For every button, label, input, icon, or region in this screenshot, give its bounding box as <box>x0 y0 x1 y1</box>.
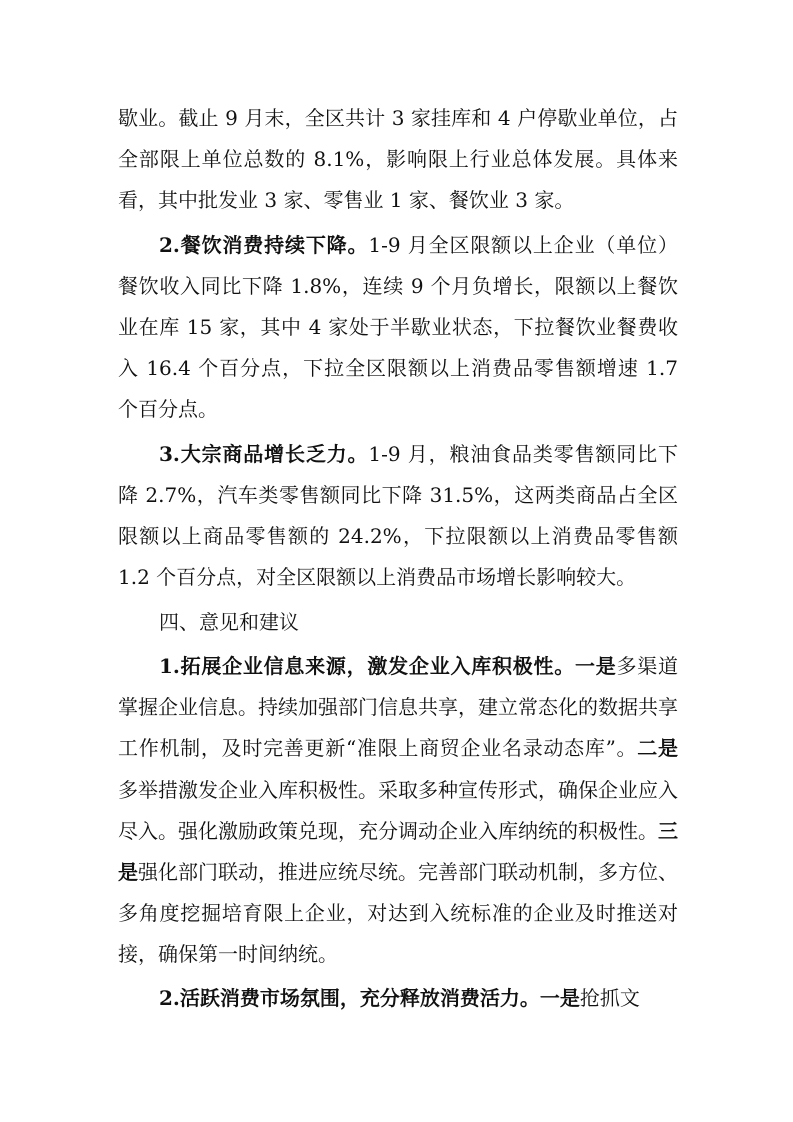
bold-text-run: 3.大宗商品增长乏力。 <box>159 441 369 466</box>
section-heading <box>118 602 678 643</box>
text-run: 四、意见和建议 <box>159 609 299 634</box>
document-page <box>118 98 678 1023</box>
text-run: 1-9 月全区限额以上企业（单位）餐饮收入同比下降 1.8%，连续 9 个月负增长，限额以上餐饮业在库 15 家，其中 4 家处于半歇业状态，下拉餐饮业餐费收入 16.4 个百分点，下拉全区限额以上消费品零售额增速 1.7 个百分点。 <box>118 232 678 422</box>
bold-text-run: 一是 <box>574 654 617 679</box>
bold-text-run: 1.拓展企业信息来源，激发企业入库积极性。 <box>159 654 575 679</box>
body-paragraph <box>118 978 678 1019</box>
bold-text-run: 二是 <box>637 736 679 761</box>
text-run: 1-9 月，粮油食品类零售额同比下降 2.7%，汽车类零售额同比下降 31.5%，这两类商品占全区限额以上商品零售额的 24.2%，下拉限额以上消费品零售额 1.2 个百分点，对全区限额以上消费品市场增长影响较大。 <box>118 441 678 590</box>
bold-text-run: 三是 <box>118 818 678 884</box>
text-run: 歇业。截止 9 月末，全区共计 3 家挂库和 4 户停歇业单位，占全部限上单位总数的 8.1%，影响限上行业总体发展。具体来看，其中批发业 3 家、零售业 1 家、餐饮业 3 家。 <box>118 106 678 213</box>
body-paragraph <box>118 98 678 221</box>
bold-text-run: 2.餐饮消费持续下降。 <box>159 232 369 257</box>
body-paragraph <box>118 434 678 598</box>
body-paragraph <box>118 646 678 975</box>
text-run: 强化部门联动，推进应统尽统。完善部门联动机制，多方位、多角度挖掘培育限上企业，对达到入统标准的企业及时推送对接，确保第一时间纳统。 <box>118 859 678 966</box>
text-run: 多举措激发企业入库积极性。采取多种宣传形式，确保企业应入尽入。强化激励政策兑现，充分调动企业入库纳统的积极性。 <box>118 777 678 843</box>
bold-text-run: 2.活跃消费市场氛围，充分释放消费活力。 <box>159 986 540 1011</box>
body-paragraph <box>118 225 678 430</box>
text-run: 多渠道掌握企业信息。持续加强部门信息共享，建立常态化的数据共享工作机制，及时完善更新“准限上商贸企业名录动态库”。 <box>118 654 679 761</box>
text-run: 抢抓文 <box>579 986 640 1011</box>
bold-text-run: 一是 <box>539 986 580 1011</box>
